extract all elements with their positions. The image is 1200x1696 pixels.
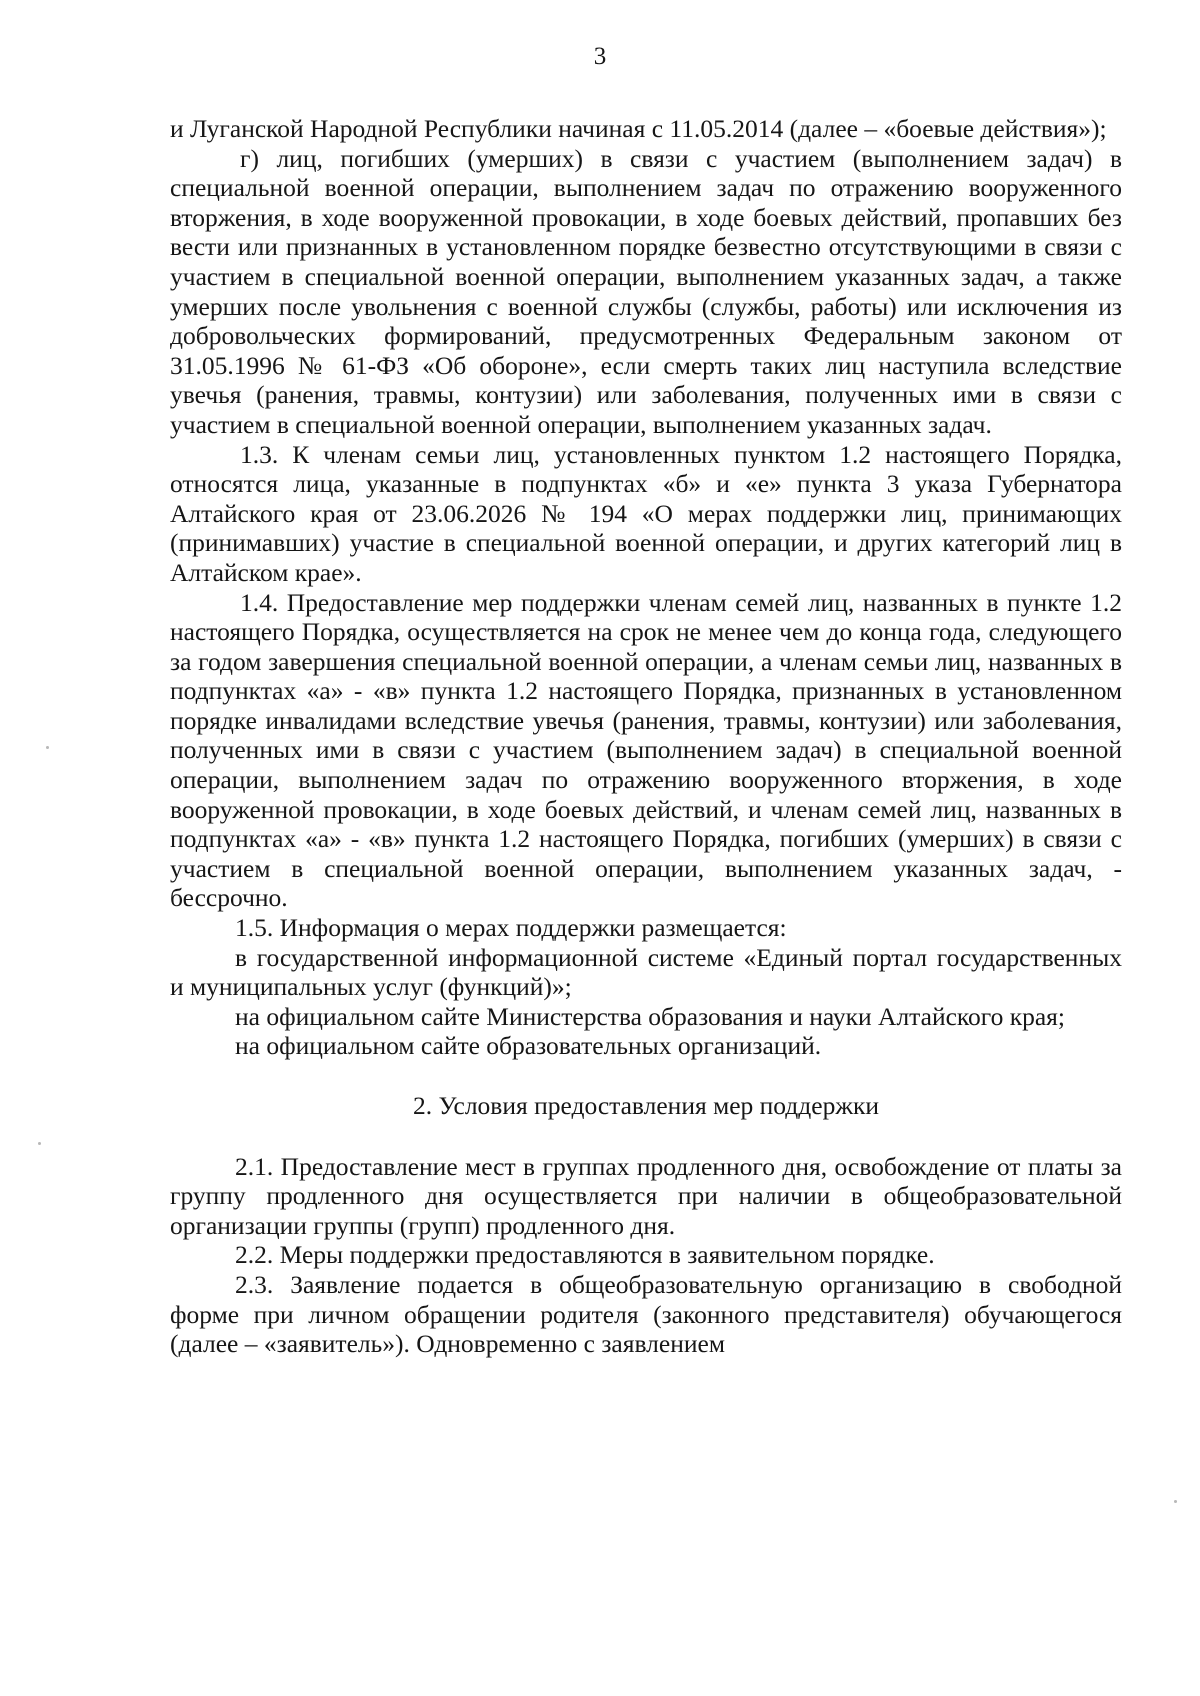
section-heading: 2. Условия предоставления мер поддержки bbox=[413, 1091, 879, 1120]
paragraph-2-3: 2.3. Заявление подается в общеобразовательную организацию в свободной форме при личном обращении родителя (законного представителя) обучающегося (далее – «заявитель»). Одновременно с заявлением bbox=[170, 1269, 1122, 1359]
document-body bbox=[170, 114, 1122, 1359]
paragraph-info-ministry-site: на официальном сайте Министерства образования и науки Алтайского края; bbox=[235, 1001, 1065, 1031]
scan-speck bbox=[46, 746, 49, 749]
scan-speck bbox=[1174, 1500, 1177, 1503]
paragraph-subitem-g: г) лиц, погибших (умерших) в связи с участием (выполнением задач) в специальной военной операции, выполнением задач по отражению вооруженного вторжения, в ходе вооруженной провокации, в ходе боевых действий, пропавших без вести или признанных в установленном порядке безвестно отсутствующими в связи с участием в специальной военной операции, выполнением указанных задач, а также умерших после увольнения с военной службы (службы, работы) или исключения из добровольческих формирований, предусмотренных Федеральным законом от 31.05.1996 № 61-ФЗ «Об обороне», если смерть таких лиц наступила вследствие увечья (ранения, травмы, контузии) или заболевания, полученных ими в связи с участием в специальной военной операции, выполнением указанных задач. bbox=[170, 143, 1122, 439]
paragraph-1-3: 1.3. К членам семьи лиц, установленных пунктом 1.2 настоящего Порядка, относятся лица, указанные в подпунктах «б» и «е» пункта 3 указа Губернатора Алтайского края от 23.06.2026 № 194 «О мерах поддержки лиц, принимающих (принимавших) участие в специальной военной операции, и других категорий лиц в Алтайском крае». bbox=[170, 439, 1122, 587]
paragraph-info-portal: в государственной информационной системе «Единый портал государственных и муниципальных услуг (функций)»; bbox=[170, 942, 1122, 1002]
paragraph-1-4: 1.4. Предоставление мер поддержки членам семей лиц, названных в пункте 1.2 настоящего Порядка, осуществляется на срок не менее чем до конца года, следующего за годом завершения специальной военной операции, а членам семьи лиц, названных в подпунктах «а» - «в» пункта 1.2 настоящего Порядка, признанных в установленном порядке инвалидами вследствие увечья (ранения, травмы, контузии) или заболевания, полученных ими в связи с участием (выполнением задач) в специальной военной операции, выполнением задач по отражению вооруженного вторжения, в ходе вооруженной провокации, в ходе боевых действий, и членам семей лиц, названных в подпунктах «а» - «в» пункта 1.2 настоящего Порядка, погибших (умерших) в связи с участием в специальной военной операции, выполнением указанных задач, - бессрочно. bbox=[170, 587, 1122, 913]
paragraph-continuation: и Луганской Народной Республики начиная с 11.05.2014 (далее – «боевые действия»); bbox=[170, 114, 1107, 143]
paragraph-2-1: 2.1. Предоставление мест в группах продленного дня, освобождение от платы за группу продленного дня осуществляется при наличии в общеобразовательной организации группы (групп) продленного дня. bbox=[170, 1151, 1122, 1240]
paragraph-2-2: 2.2. Меры поддержки предоставляются в заявительном порядке. bbox=[235, 1240, 935, 1270]
page-number: 3 bbox=[593, 43, 607, 70]
paragraph-1-5: 1.5. Информация о мерах поддержки размещается: bbox=[235, 913, 787, 943]
scan-speck bbox=[38, 1142, 41, 1145]
paragraph-info-organizations-site: на официальном сайте образовательных организаций. bbox=[235, 1031, 822, 1061]
